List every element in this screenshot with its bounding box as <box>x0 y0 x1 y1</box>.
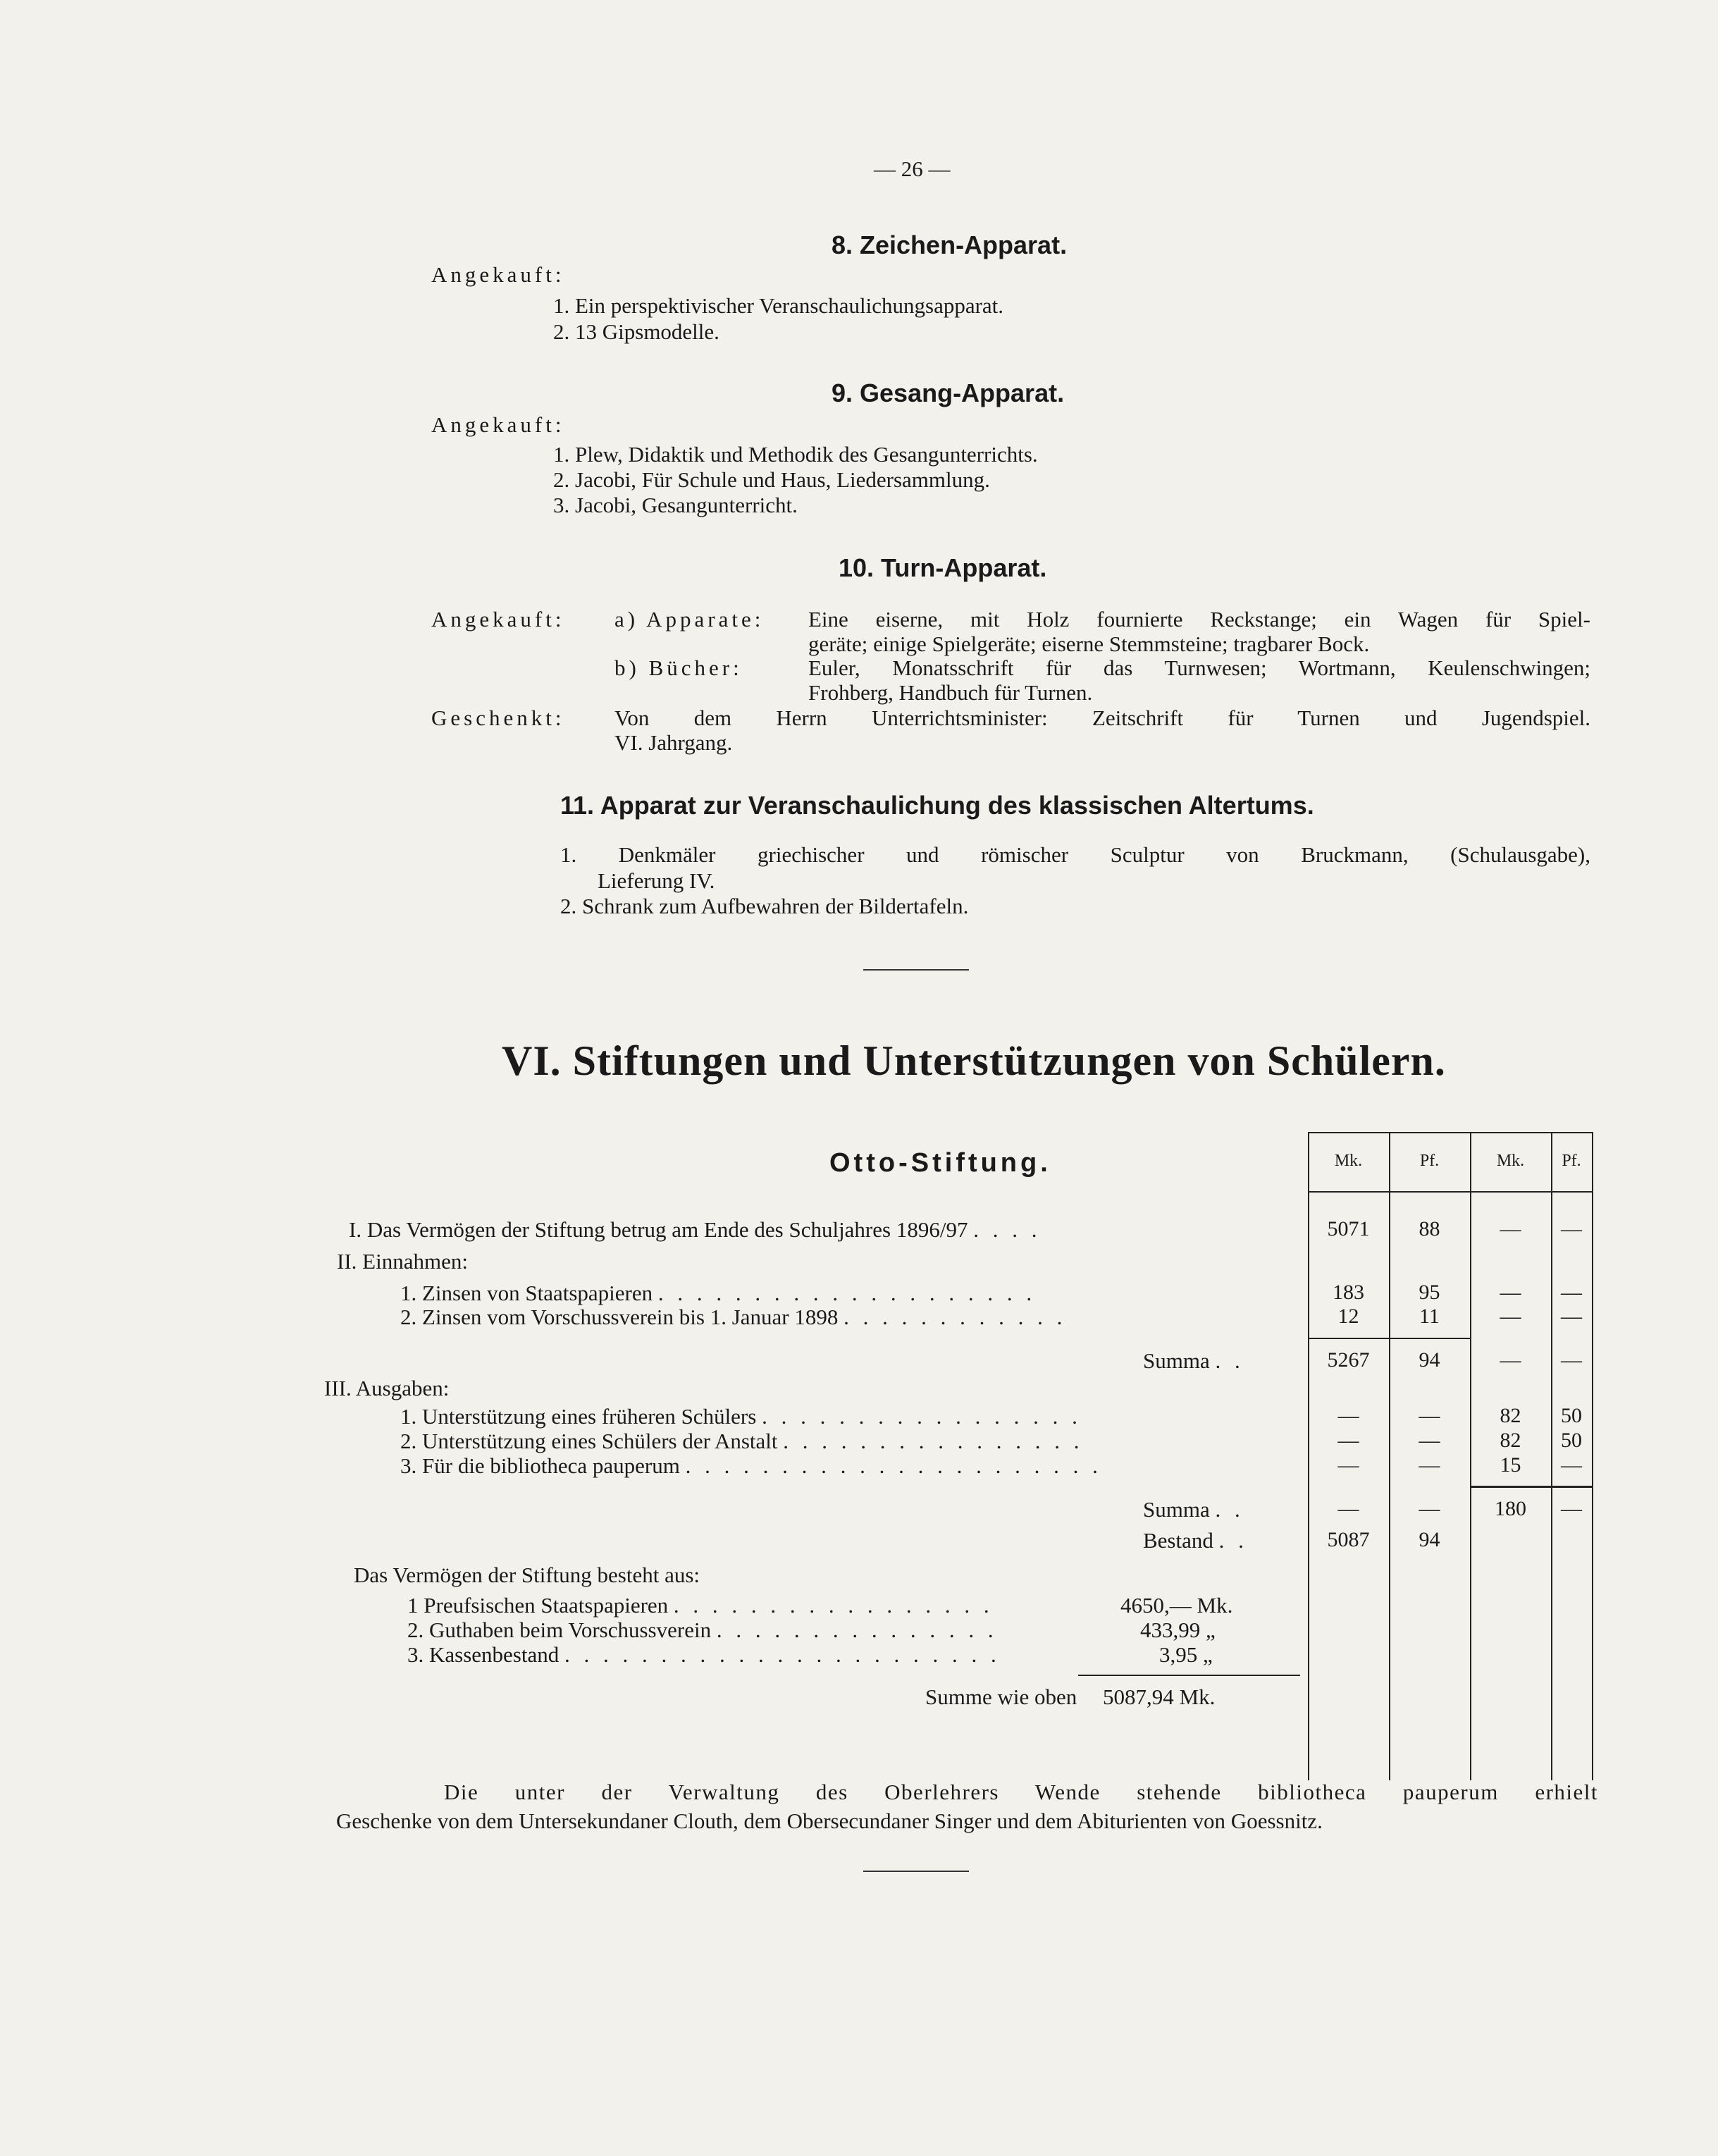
section-9-item-3: 3. Jacobi, Gesangunterricht. <box>553 493 798 517</box>
cell-pf-1: 88 <box>1419 1217 1440 1240</box>
cell-pf-2: — <box>1561 1217 1582 1240</box>
leader-dots: . . . . . . . . . . . . . . . <box>716 1618 998 1642</box>
cell-mk-1: 12 <box>1337 1305 1359 1328</box>
table-row-label <box>400 1404 1082 1429</box>
table-row-label <box>400 1453 1102 1479</box>
row-label-text: I. Das Vermögen der Stiftung betrug am Ende des Schuljahres 1896/97 <box>349 1217 968 1242</box>
section-10-a-label: a) Apparate: <box>614 607 765 632</box>
leader-dots: . . <box>1215 1348 1244 1373</box>
cell-mk-2: — <box>1500 1281 1521 1304</box>
cell-mk-2: — <box>1500 1305 1521 1328</box>
section-9-item-2: 2. Jacobi, Für Schule und Haus, Liedersammlung. <box>553 467 990 492</box>
section-10-b-line-2: Frohberg, Handbuch für Turnen. <box>808 680 1093 705</box>
section-11-item-1-line-1: 1. Denkmäler griechischer und römischer Sculptur von Bruckmann, (Schulausgabe), <box>560 842 1590 867</box>
cell-pf-2: — <box>1561 1453 1582 1477</box>
cell-mk-2: 82 <box>1500 1429 1521 1452</box>
summa-1-rule <box>1308 1338 1470 1339</box>
vermoegen-total: 5087,94 Mk. <box>1103 1684 1216 1709</box>
summa-label <box>1143 1348 1244 1374</box>
chapter-title: VI. Stiftungen und Unterstützungen von Schülern. <box>502 1037 1446 1084</box>
summa-2-rule <box>1470 1486 1593 1488</box>
section-8-item-2: 2. 13 Gipsmodelle. <box>553 319 719 344</box>
table-section-label: III. Ausgaben: <box>324 1376 450 1400</box>
leader-dots: . . . . . . . . . . . . . . . . . <box>673 1593 994 1618</box>
vermoegen-item <box>407 1593 994 1618</box>
cell-pf-1: 11 <box>1419 1305 1440 1328</box>
section-10-label: Angekauft: <box>431 607 565 632</box>
item-label: 2. Guthaben beim Vorschussverein <box>407 1618 712 1642</box>
leader-dots: . . . . . . . . . . . . . . . . . <box>762 1404 1082 1429</box>
cell-pf-1: — <box>1419 1404 1440 1427</box>
otto-stiftung-heading: Otto-Stiftung. <box>829 1148 1051 1178</box>
section-8-heading: 8. Zeichen-Apparat. <box>832 230 1068 259</box>
cell-mk-1: — <box>1337 1404 1359 1427</box>
table-rule-header <box>1308 1191 1593 1193</box>
table-row-label <box>400 1429 1084 1454</box>
section-divider <box>863 969 969 971</box>
row-label-text: 1. Zinsen von Staatspapieren <box>400 1281 653 1305</box>
section-10-heading: 10. Turn-Apparat. <box>839 553 1047 582</box>
summa-label <box>1143 1497 1244 1522</box>
section-11-item-1-line-2: Lieferung IV. <box>598 868 715 893</box>
cell-pf-1: — <box>1419 1429 1440 1452</box>
section-9-label: Angekauft: <box>431 412 565 437</box>
vermoegen-item <box>407 1618 998 1643</box>
item-label: 1 Preufsischen Staatspapieren <box>407 1593 669 1618</box>
cell-pf-2: — <box>1561 1348 1582 1372</box>
section-10-geschenkt-label: Geschenkt: <box>431 706 565 730</box>
vermoegen-amount: 3,95 „ <box>1159 1642 1213 1667</box>
section-10-a-line-2: geräte; einige Spielgeräte; eiserne Stemmsteine; tragbarer Bock. <box>808 632 1370 656</box>
section-8-item-1: 1. Ein perspektivischer Veranschaulichungsapparat. <box>553 293 1004 318</box>
table-rule-right <box>1592 1132 1593 1780</box>
leader-dots: . . . . . . . . . . . . . . . . <box>783 1429 1084 1453</box>
section-10-b-line-1: Euler, Monatsschrift für das Turnwesen; Wortmann, Keulenschwingen; <box>808 655 1590 680</box>
cell-mk-2: 15 <box>1500 1453 1521 1477</box>
section-10-b-label: b) Bücher: <box>614 655 743 680</box>
cell-mk-2: — <box>1500 1348 1521 1372</box>
cell-mk-1: — <box>1337 1453 1359 1477</box>
row-label-text: 2. Unterstützung eines Schülers der Anstalt <box>400 1429 778 1453</box>
note-line-1: Die unter der Verwaltung des Oberlehrers Wende stehende bibliotheca pauperum erhielt <box>444 1780 1598 1804</box>
section-8-label: Angekauft: <box>431 262 565 287</box>
leader-dots: . . . . . . . . . . . . . . . . . . . . . . . <box>564 1642 1001 1667</box>
table-row-label <box>349 1217 1041 1243</box>
note-line-2: Geschenke von dem Untersekundaner Clouth, dem Obersecundaner Singer und dem Abiturienten von Goessnitz. <box>336 1809 1323 1833</box>
col-header-pf-1: Pf. <box>1419 1152 1440 1170</box>
leader-dots: . . . . . . . . . . . . . . . . . . . . . . <box>685 1453 1102 1478</box>
bestand-label <box>1143 1528 1248 1553</box>
cell-pf-2: — <box>1561 1281 1582 1304</box>
row-label-text: 3. Für die bibliotheca pauperum <box>400 1453 680 1478</box>
vermoegen-amount: 433,99 „ <box>1140 1618 1216 1642</box>
section-11-heading: 11. Apparat zur Veranschaulichung des klassischen Altertums. <box>560 791 1314 820</box>
vermoegen-total-label: Summe wie oben <box>925 1684 1077 1709</box>
cell-pf-1: — <box>1419 1497 1440 1520</box>
cell-pf-2: — <box>1561 1305 1582 1328</box>
cell-pf-2: 50 <box>1561 1404 1582 1427</box>
section-10-geschenkt-line-1: Von dem Herrn Unterrichtsminister: Zeitschrift für Turnen und Jugendspiel. <box>614 706 1590 730</box>
cell-mk-2: — <box>1500 1217 1521 1240</box>
item-label: 3. Kassenbestand <box>407 1642 560 1667</box>
col-header-mk-2: Mk. <box>1496 1152 1525 1170</box>
leader-dots: . . <box>1218 1528 1248 1553</box>
cell-mk-1: 5071 <box>1327 1217 1370 1240</box>
cell-mk-1: 183 <box>1333 1281 1364 1304</box>
table-section-label: II. Einnahmen: <box>337 1249 468 1274</box>
col-header-mk-1: Mk. <box>1334 1152 1363 1170</box>
cell-mk-1: 5267 <box>1327 1348 1370 1372</box>
row-label-text: Summa <box>1143 1348 1210 1373</box>
section-9-item-1: 1. Plew, Didaktik und Methodik des Gesangunterrichts. <box>553 442 1038 467</box>
table-row-label <box>400 1305 1066 1330</box>
leader-dots: . . . . <box>973 1217 1042 1242</box>
row-label-text: Bestand <box>1143 1528 1213 1553</box>
vermoegen-item <box>407 1642 1001 1668</box>
vermoegen-amount: 4650,— Mk. <box>1120 1593 1233 1618</box>
cell-mk-2: 82 <box>1500 1404 1521 1427</box>
row-label-text: 1. Unterstützung eines früheren Schülers <box>400 1404 757 1429</box>
leader-dots: . . <box>1215 1497 1244 1522</box>
cell-pf-1: 94 <box>1419 1528 1440 1551</box>
cell-pf-2: 50 <box>1561 1429 1582 1452</box>
vermoegen-total-rule <box>1078 1675 1300 1676</box>
row-label-text: 2. Zinsen vom Vorschussverein bis 1. Januar 1898 <box>400 1305 839 1329</box>
page-number: — 26 — <box>874 156 951 181</box>
section-9-heading: 9. Gesang-Apparat. <box>832 378 1065 407</box>
cell-pf-1: — <box>1419 1453 1440 1477</box>
section-10-geschenkt-line-2: VI. Jahrgang. <box>614 730 733 755</box>
leader-dots: . . . . . . . . . . . . <box>843 1305 1067 1329</box>
table-row-label <box>400 1281 1036 1306</box>
col-header-pf-2: Pf. <box>1562 1152 1581 1170</box>
cell-pf-1: 94 <box>1419 1348 1440 1372</box>
cell-pf-2: — <box>1561 1497 1582 1520</box>
closing-divider <box>863 1871 969 1872</box>
cell-mk-1: 5087 <box>1327 1528 1370 1551</box>
cell-mk-1: — <box>1337 1429 1359 1452</box>
vermoegen-intro: Das Vermögen der Stiftung besteht aus: <box>354 1563 700 1587</box>
section-10-a-line-1: Eine eiserne, mit Holz fournierte Reckstange; ein Wagen für Spiel- <box>808 607 1590 632</box>
cell-mk-1: — <box>1337 1497 1359 1520</box>
table-rule-top <box>1308 1132 1593 1133</box>
section-11-item-2: 2. Schrank zum Aufbewahren der Bildertafeln. <box>560 894 969 918</box>
cell-pf-1: 95 <box>1419 1281 1440 1304</box>
row-label-text: Summa <box>1143 1497 1210 1522</box>
leader-dots: . . . . . . . . . . . . . . . . . . . . <box>657 1281 1037 1305</box>
cell-mk-2: 180 <box>1495 1497 1526 1520</box>
